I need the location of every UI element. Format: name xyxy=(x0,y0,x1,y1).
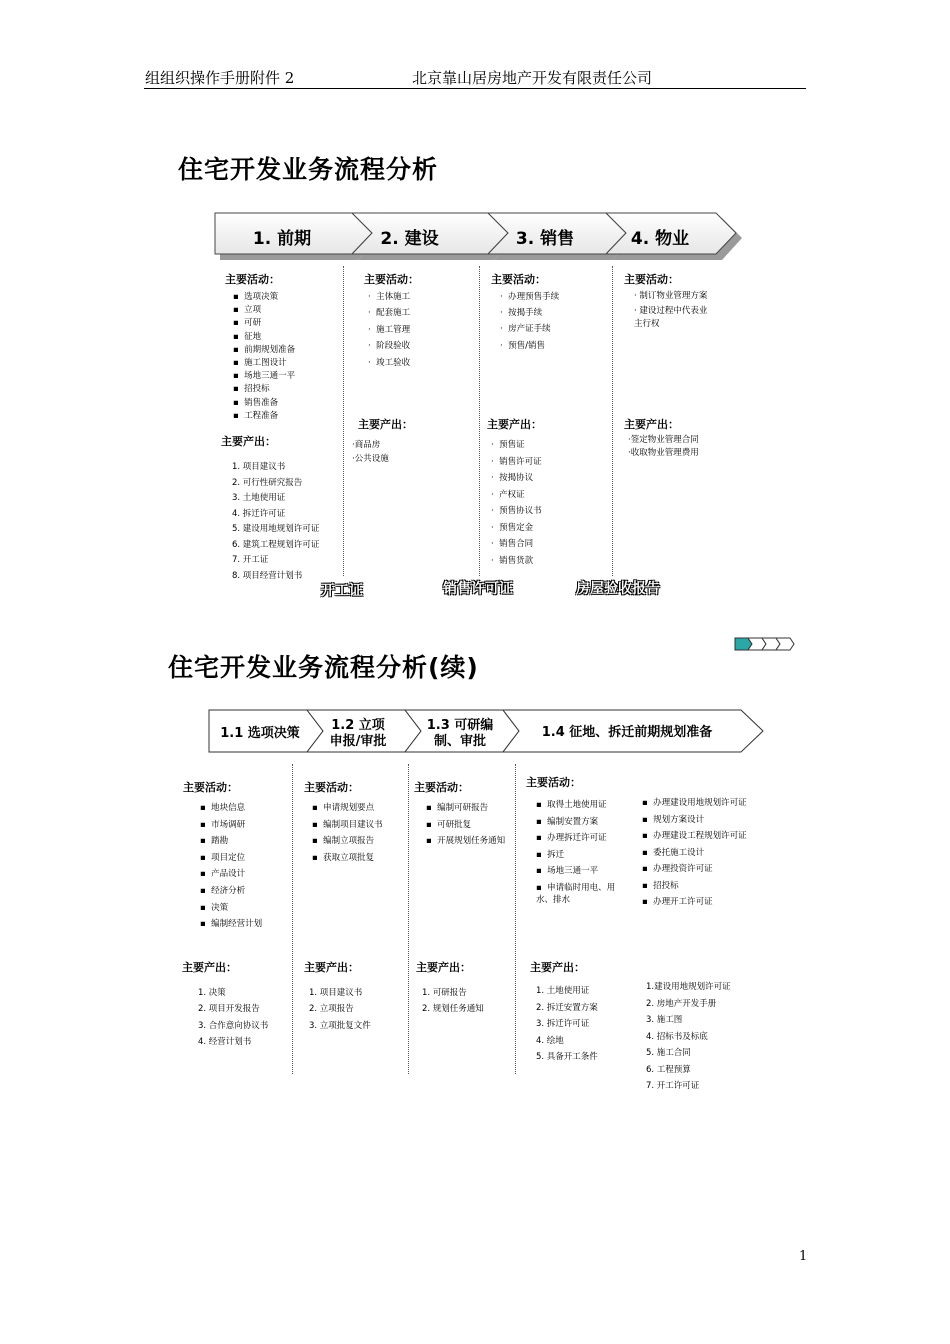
list-item: ▪ 选项决策 xyxy=(233,292,279,302)
list-item: · 按揭手续 xyxy=(500,308,543,319)
activities-label: 主要活动： xyxy=(526,776,581,789)
list-item: ▪ 编制经营计划 xyxy=(200,919,263,930)
list-item: ▪ 征地 xyxy=(233,331,262,342)
list-item: 4. 招标书及标底 xyxy=(646,1031,708,1042)
list-item: · 销售货款 xyxy=(491,555,534,566)
list-item: 5. 施工合同 xyxy=(646,1048,691,1058)
list-item: ▪ 施工图设计 xyxy=(233,358,287,369)
list-item: 6. 工程预算 xyxy=(646,1064,691,1075)
list-item: 2. 立项报告 xyxy=(309,1004,354,1015)
column-divider xyxy=(515,764,516,1074)
outputs-label: 主要产出： xyxy=(530,961,585,974)
phase-label: 1.1 选项决策 xyxy=(220,726,300,741)
list-item: 4. 绘地 xyxy=(536,1035,564,1046)
list-item: ▪ 编制可研报告 xyxy=(426,803,489,813)
outputs-list xyxy=(628,434,699,459)
outputs-label: 主要产出： xyxy=(487,418,542,431)
list-item: ·商品房 xyxy=(352,440,381,450)
progress-chevron-indicator xyxy=(734,637,798,651)
activities-list-a xyxy=(536,797,618,906)
list-item: 1. 可研报告 xyxy=(422,988,467,998)
outputs-label: 主要产出： xyxy=(182,961,237,974)
list-item: ▪ 决策 xyxy=(200,902,229,913)
phase-label: 4. 物业 xyxy=(630,229,690,249)
list-item: · 施工管理 xyxy=(368,324,411,335)
list-item: 7. 开工许可证 xyxy=(646,1081,700,1091)
list-item: 2. 规划任务通知 xyxy=(422,1004,484,1015)
phase-label: 2. 建设 xyxy=(380,229,439,249)
list-item: · 配套施工 xyxy=(368,308,411,319)
list-item: ▪ 可研 xyxy=(233,318,262,329)
phase-label: 1. 前期 xyxy=(252,229,312,249)
list-item: ▪ 招投标 xyxy=(233,384,270,395)
outputs-list xyxy=(198,985,268,1051)
list-item: 4. 拆迁许可证 xyxy=(232,508,286,519)
list-item: ▪ 办理开工许可证 xyxy=(642,897,713,907)
activities-list xyxy=(634,290,714,331)
list-item: · 建设过程中代表业主行权 xyxy=(634,306,708,329)
list-item: · 预售/销售 xyxy=(500,340,545,351)
list-item: ▪ 场地三通一平 xyxy=(536,866,599,876)
list-item: · 制订物业管理方案 xyxy=(634,291,708,301)
column-divider xyxy=(292,764,293,1074)
outputs-list xyxy=(422,985,484,1018)
list-item: · 办理预售手续 xyxy=(500,292,560,302)
activities-list xyxy=(500,289,559,354)
list-item: ·收取物业管理费用 xyxy=(628,447,699,458)
column-divider xyxy=(343,266,344,576)
list-item: ·签定物业管理合同 xyxy=(628,435,699,445)
header-right: 北京靠山居房地产开发有限责任公司 xyxy=(412,69,653,87)
section2-title: 住宅开发业务流程分析(续) xyxy=(168,653,479,682)
list-item: 8. 项目经营计划书 xyxy=(232,570,303,581)
list-item: · 主体施工 xyxy=(368,292,411,302)
column-divider xyxy=(408,764,409,1074)
milestone-stamp: 房屋验收报告 xyxy=(576,581,660,597)
list-item: 6. 建筑工程规划许可证 xyxy=(232,539,320,550)
list-item: ▪ 经济分析 xyxy=(200,885,246,896)
list-item: · 预售证 xyxy=(491,440,525,450)
activities-list xyxy=(312,800,383,866)
list-item: ▪ 委托施工设计 xyxy=(642,847,705,858)
list-item: 1. 项目建议书 xyxy=(309,988,363,998)
section1-title: 住宅开发业务流程分析 xyxy=(178,155,439,184)
header-left: 组组织操作手册附件 2 xyxy=(145,69,295,87)
list-item: ▪ 销售准备 xyxy=(233,397,279,408)
list-item: 3. 土地使用证 xyxy=(232,493,286,503)
list-item: ▪ 场地三通一平 xyxy=(233,371,296,382)
list-item: ▪ 可研批复 xyxy=(426,819,472,830)
activities-label: 主要活动： xyxy=(491,273,546,286)
list-item: ▪ 编制立项报告 xyxy=(312,836,375,847)
phase-label: 1.2 立项 申报/审批 xyxy=(329,718,387,749)
outputs-label: 主要产出： xyxy=(221,435,276,448)
list-item: 1. 土地使用证 xyxy=(536,986,590,996)
phase-label: 3. 销售 xyxy=(515,229,575,249)
list-item: · 预售协议书 xyxy=(491,506,542,516)
list-item: ▪ 申请规划要点 xyxy=(312,803,375,813)
list-item: ▪ 市场调研 xyxy=(200,819,246,830)
list-item: ▪ 办理建设用地规划许可证 xyxy=(642,798,747,808)
list-item: 2. 项目开发报告 xyxy=(198,1004,260,1015)
list-item: 3. 立项批复文件 xyxy=(309,1020,371,1031)
list-item: · 按揭协议 xyxy=(491,473,534,483)
list-item: ▪ 产品设计 xyxy=(200,869,246,880)
outputs-label: 主要产出： xyxy=(304,961,359,974)
list-item: 4. 经营计划书 xyxy=(198,1037,252,1048)
milestone-stamp: 开工证 xyxy=(321,583,363,599)
list-item: ▪ 办理投资许可证 xyxy=(642,864,713,874)
list-item: ▪ 项目定位 xyxy=(200,852,246,863)
list-item: ·公共设施 xyxy=(352,453,389,464)
list-item: · 销售合同 xyxy=(491,539,534,549)
list-item: ▪ 招投标 xyxy=(642,880,679,891)
list-item: 3. 施工图 xyxy=(646,1015,683,1025)
page-number: 1 xyxy=(799,1249,808,1264)
outputs-label: 主要产出： xyxy=(624,418,679,431)
activities-list xyxy=(426,800,505,850)
header-rule xyxy=(144,88,806,89)
list-item: · 预售定金 xyxy=(491,522,534,533)
outputs-list-a xyxy=(536,983,598,1066)
activities-list-b xyxy=(642,795,747,911)
activities-label: 主要活动： xyxy=(624,273,679,286)
list-item: ▪ 申请临时用电、用水、排水 xyxy=(536,882,616,905)
phase-label: 1.4 征地、拆迁前期规划准备 xyxy=(541,725,713,740)
list-item: 2. 可行性研究报告 xyxy=(232,477,303,488)
list-item: ▪ 前期规划准备 xyxy=(233,344,296,355)
activities-list xyxy=(233,291,295,423)
outputs-list-b xyxy=(646,979,731,1095)
list-item: ▪ 地块信息 xyxy=(200,803,246,813)
column-divider xyxy=(612,266,613,576)
activities-label: 主要活动： xyxy=(304,781,359,794)
list-item: 1. 决策 xyxy=(198,988,226,998)
activities-list xyxy=(200,800,262,933)
list-item: · 产权证 xyxy=(491,489,525,500)
list-item: 7. 开工证 xyxy=(232,555,269,565)
list-item: 5. 建设用地规划许可证 xyxy=(232,524,320,534)
outputs-list xyxy=(309,985,371,1034)
list-item: ▪ 取得土地使用证 xyxy=(536,800,607,810)
list-item: 3. 拆迁许可证 xyxy=(536,1019,590,1029)
list-item: ▪ 踏勘 xyxy=(200,836,229,847)
list-item: ▪ 办理建设工程规划许可证 xyxy=(642,831,747,841)
list-item: 2. 拆迁安置方案 xyxy=(536,1002,598,1013)
list-item: ▪ 工程准备 xyxy=(233,410,279,421)
column-divider xyxy=(479,266,480,576)
outputs-list xyxy=(352,439,389,466)
list-item: · 销售许可证 xyxy=(491,456,542,467)
list-item: ▪ 编制安置方案 xyxy=(536,816,599,827)
outputs-label: 主要产出： xyxy=(416,961,471,974)
list-item: 1.建设用地规划许可证 xyxy=(646,982,731,992)
list-item: 5. 具备开工条件 xyxy=(536,1052,598,1062)
activities-label: 主要活动： xyxy=(364,273,419,286)
outputs-list xyxy=(232,460,319,584)
activities-list xyxy=(368,289,410,371)
list-item: 1. 项目建议书 xyxy=(232,462,286,472)
list-item: · 阶段验收 xyxy=(368,341,411,352)
list-item: ▪ 开展规划任务通知 xyxy=(426,836,506,847)
list-item: ▪ 立项 xyxy=(233,305,262,316)
activities-label: 主要活动： xyxy=(414,781,469,794)
list-item: 2. 房地产开发手册 xyxy=(646,998,717,1009)
activities-label: 主要活动： xyxy=(183,781,238,794)
list-item: ▪ 拆迁 xyxy=(536,849,565,860)
list-item: · 房产证手续 xyxy=(500,324,551,335)
list-item: ▪ 办理拆迁许可证 xyxy=(536,833,607,843)
list-item: ▪ 编制项目建议书 xyxy=(312,819,383,830)
milestone-stamp: 销售许可证 xyxy=(443,581,513,597)
outputs-list xyxy=(491,437,542,569)
list-item: · 竣工验收 xyxy=(368,357,411,368)
list-item: ▪ 获取立项批复 xyxy=(312,852,375,863)
list-item: ▪ 规划方案设计 xyxy=(642,814,705,825)
activities-label: 主要活动： xyxy=(225,273,280,286)
outputs-label: 主要产出： xyxy=(358,418,413,431)
list-item: 3. 合作意向协议书 xyxy=(198,1020,269,1031)
phase-label: 1.3 可研编 制、审批 xyxy=(426,718,494,749)
